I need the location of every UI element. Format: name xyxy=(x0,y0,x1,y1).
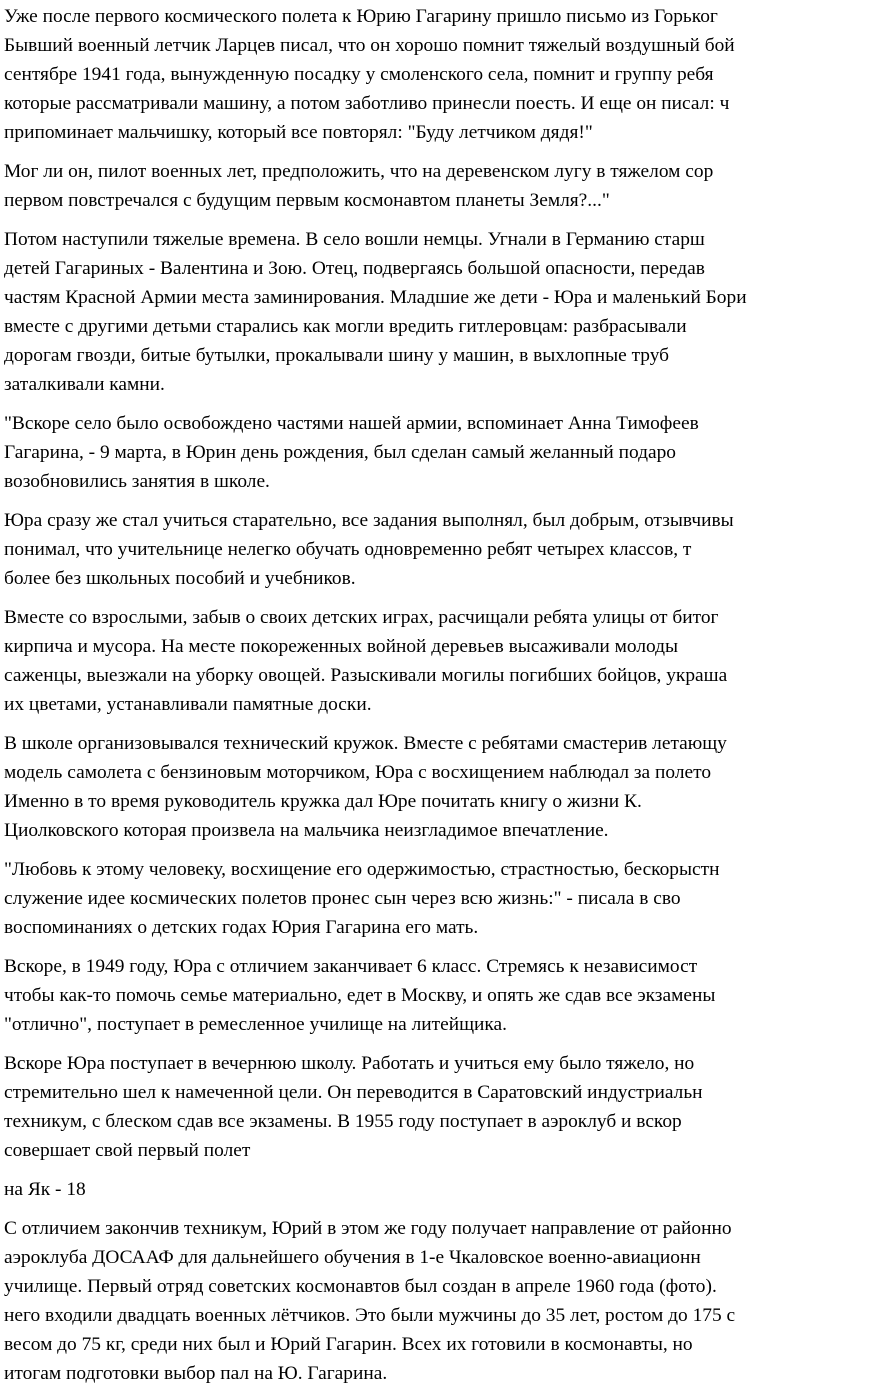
text-line: более без школьных пособий и учебников. xyxy=(4,568,356,589)
text-line: Мог ли он, пилот военных лет, предположить, что на деревенском лугу в тяжелом сор xyxy=(4,161,714,182)
text-line: модель самолета с бензиновым моторчиком, Юра с восхищением наблюдал за полето xyxy=(4,762,712,783)
text-line: кирпича и мусора. На месте покореженных войной деревьев высаживали молоды xyxy=(4,636,679,657)
text-line: Вскоре, в 1949 году, Юра с отличием заканчивает 6 класс. Стремясь к независимост xyxy=(4,956,698,977)
text-line: Бывший военный летчик Ларцев писал, что он хорошо помнит тяжелый воздушный бой xyxy=(4,35,735,56)
text-line: на Як - 18 xyxy=(4,1179,86,1200)
text-line: вместе с другими детьми старались как могли вредить гитлеровцам: разбрасывали xyxy=(4,316,687,337)
text-line: техникум, с блеском сдав все экзамены. В 1955 году поступает в аэроклуб и вскор xyxy=(4,1111,682,1132)
text-line: училище. Первый отряд советских космонавтов был создан в апреле 1960 года (фото). xyxy=(4,1276,717,1297)
text-line: возобновились занятия в школе. xyxy=(4,471,270,492)
text-line: итогам подготовки выбор пал на Ю. Гагарина. xyxy=(4,1363,388,1384)
text-line: служение идее космических полетов пронес сын через всю жизнь:" - писала в сво xyxy=(4,888,681,909)
paragraph-11 xyxy=(4,1175,884,1204)
text-line: воспоминаниях о детских годах Юрия Гагарина его мать. xyxy=(4,917,479,938)
text-line: первом повстречался с будущим первым космонавтом планеты Земля?..." xyxy=(4,190,610,211)
text-line: Уже после первого космического полета к Юрию Гагарину пришло письмо из Горьког xyxy=(4,6,718,27)
text-line: Вместе со взрослыми, забыв о своих детских играх, расчищали ребята улицы от битог xyxy=(4,607,719,628)
text-line: саженцы, выезжали на уборку овощей. Разыскивали могилы погибших бойцов, украша xyxy=(4,665,728,686)
text-line: частям Красной Армии места заминирования. Младшие же дети - Юра и маленький Бори xyxy=(4,287,747,308)
paragraph-4 xyxy=(4,409,884,496)
text-line: чтобы как-то помочь семье материально, едет в Москву, и опять же сдав все экзамены xyxy=(4,985,716,1006)
text-line: их цветами, устанавливали памятные доски. xyxy=(4,694,372,715)
text-line: аэроклуба ДОСААФ для дальнейшего обучения в 1-е Чкаловское военно-авиационн xyxy=(4,1247,701,1268)
text-line: "Любовь к этому человеку, восхищение его одержимостью, страстностью, бескорыстн xyxy=(4,859,720,880)
paragraph-8 xyxy=(4,855,884,942)
text-line: "отлично", поступает в ремесленное училище на литейщика. xyxy=(4,1014,508,1035)
paragraph-7 xyxy=(4,729,884,845)
text-line: Потом наступили тяжелые времена. В село вошли немцы. Угнали в Германию старш xyxy=(4,229,705,250)
text-line: которые рассматривали машину, а потом заботливо принесли поесть. И еще он писал: ч xyxy=(4,93,730,114)
text-line: детей Гагариных - Валентина и Зою. Отец, подвергаясь большой опасности, передав xyxy=(4,258,705,279)
text-line: припоминает мальчишку, который все повторял: "Буду летчиком дядя!" xyxy=(4,122,593,143)
text-line: сентябре 1941 года, вынужденную посадку у смоленского села, помнит и группу ребя xyxy=(4,64,714,85)
paragraph-10 xyxy=(4,1049,884,1165)
paragraph-2 xyxy=(4,157,884,215)
text-line: стремительно шел к намеченной цели. Он переводится в Саратовский индустриальн xyxy=(4,1082,703,1103)
text-line: "Вскоре село было освобождено частями нашей армии, вспоминает Анна Тимофеев xyxy=(4,413,699,434)
paragraph-9 xyxy=(4,952,884,1039)
paragraph-3 xyxy=(4,225,884,399)
paragraph-12 xyxy=(4,1214,884,1388)
paragraph-1 xyxy=(4,2,884,147)
paragraph-6 xyxy=(4,603,884,719)
text-line: понимал, что учительнице нелегко обучать одновременно ребят четырех классов, т xyxy=(4,539,692,560)
text-line: Юра сразу же стал учиться старательно, все задания выполнял, был добрым, отзывчивы xyxy=(4,510,734,531)
text-line: дорогам гвозди, битые бутылки, прокалывали шину у машин, в выхлопные труб xyxy=(4,345,670,366)
text-line: Циолковского которая произвела на мальчика неизгладимое впечатление. xyxy=(4,820,609,841)
text-line: Вскоре Юра поступает в вечернюю школу. Работать и учиться ему было тяжело, но xyxy=(4,1053,695,1074)
text-line: Именно в то время руководитель кружка дал Юре почитать книгу о жизни К. xyxy=(4,791,642,812)
text-line: весом до 75 кг, среди них был и Юрий Гагарин. Всех их готовили в космонавты, но xyxy=(4,1334,693,1355)
text-line: С отличием закончив техникум, Юрий в этом же году получает направление от районно xyxy=(4,1218,732,1239)
text-line: В школе организовывался технический кружок. Вместе с ребятами смастерив летающу xyxy=(4,733,727,754)
text-line: заталкивали камни. xyxy=(4,374,165,395)
text-line: него входили двадцать военных лётчиков. Это были мужчины до 35 лет, ростом до 175 с xyxy=(4,1305,736,1326)
text-line: совершает свой первый полет xyxy=(4,1140,251,1161)
text-line: Гагарина, - 9 марта, в Юрин день рождения, был сделан самый желанный подаро xyxy=(4,442,676,463)
document-body xyxy=(4,2,884,1398)
paragraph-5 xyxy=(4,506,884,593)
